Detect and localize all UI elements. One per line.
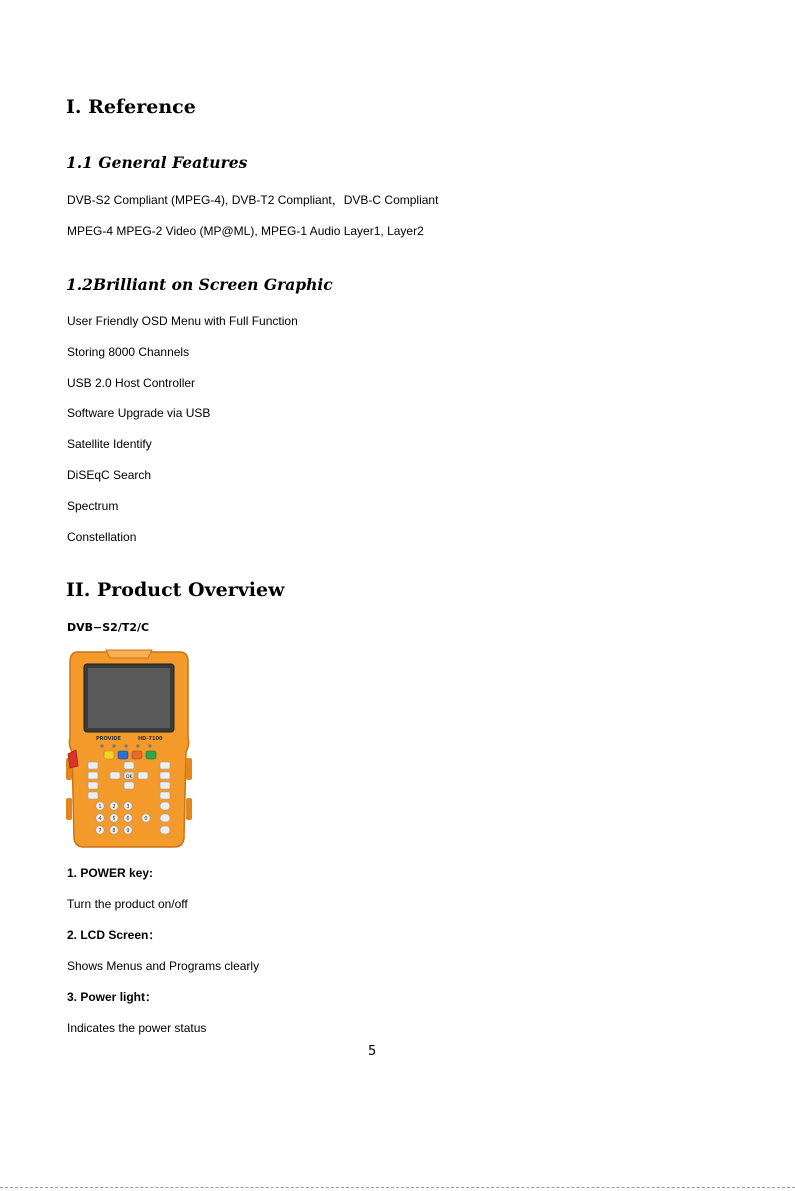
part-title: 2. LCD Screen： [67, 928, 161, 942]
page-number: 5 [368, 1044, 377, 1059]
graphic-item: Storing 8000 Channels [67, 345, 190, 359]
numeric-key-label: 2 [112, 803, 116, 810]
feature-item: DVB-S2 Compliant (MPEG-4), DVB-T2 Compliant，DVB-C Compliant [67, 193, 439, 207]
part-desc: Turn the product on/off [67, 897, 188, 911]
graphic-item: DiSEqC Search [67, 468, 152, 482]
part-title: 3. Power light： [67, 990, 158, 1004]
page-bottom-rule [0, 1187, 795, 1188]
ok-key-label: OK [126, 775, 133, 780]
graphic-item: Satellite Identify [67, 437, 152, 451]
power-light [100, 744, 103, 747]
numeric-key-label: 5 [112, 815, 116, 822]
lcd-screen [88, 668, 170, 728]
part-title: 1. POWER key: [67, 866, 154, 880]
part-desc: Shows Menus and Programs clearly [67, 959, 260, 973]
numeric-key-label: 0 [144, 815, 148, 822]
device-illustration [66, 648, 192, 850]
graphic-item: Constellation [67, 530, 137, 544]
subsection-heading-osd-graphic: 1.2Brilliant on Screen Graphic [66, 275, 333, 294]
numeric-key-label: 3 [126, 803, 130, 810]
model-label: DVB−S2/T2/C [67, 621, 150, 634]
graphic-item: USB 2.0 Host Controller [67, 376, 196, 390]
power-key[interactable] [68, 750, 78, 768]
numeric-key-label: 9 [126, 827, 130, 834]
graphic-item: Spectrum [67, 499, 119, 513]
numeric-key-label: 1 [98, 803, 102, 810]
subsection-heading-general-features: 1.1 General Features [66, 153, 248, 172]
section-heading-product-overview: II. Product Overview [66, 579, 285, 601]
graphic-item: User Friendly OSD Menu with Full Function [67, 314, 298, 328]
numeric-key-label: 6 [126, 815, 130, 822]
numeric-key-label: 7 [98, 827, 102, 834]
numeric-key-label: 8 [112, 827, 116, 834]
feature-item: MPEG-4 MPEG-2 Video (MP@ML), MPEG-1 Audio Layer1, Layer2 [67, 224, 424, 238]
graphic-item: Software Upgrade via USB [67, 406, 211, 420]
model-text: HD-7100 [138, 736, 163, 742]
numeric-key-label: 4 [98, 815, 102, 822]
brand-text: PROVIDE [96, 736, 121, 742]
section-heading-reference: I. Reference [66, 96, 196, 118]
part-desc: Indicates the power status [67, 1021, 207, 1035]
